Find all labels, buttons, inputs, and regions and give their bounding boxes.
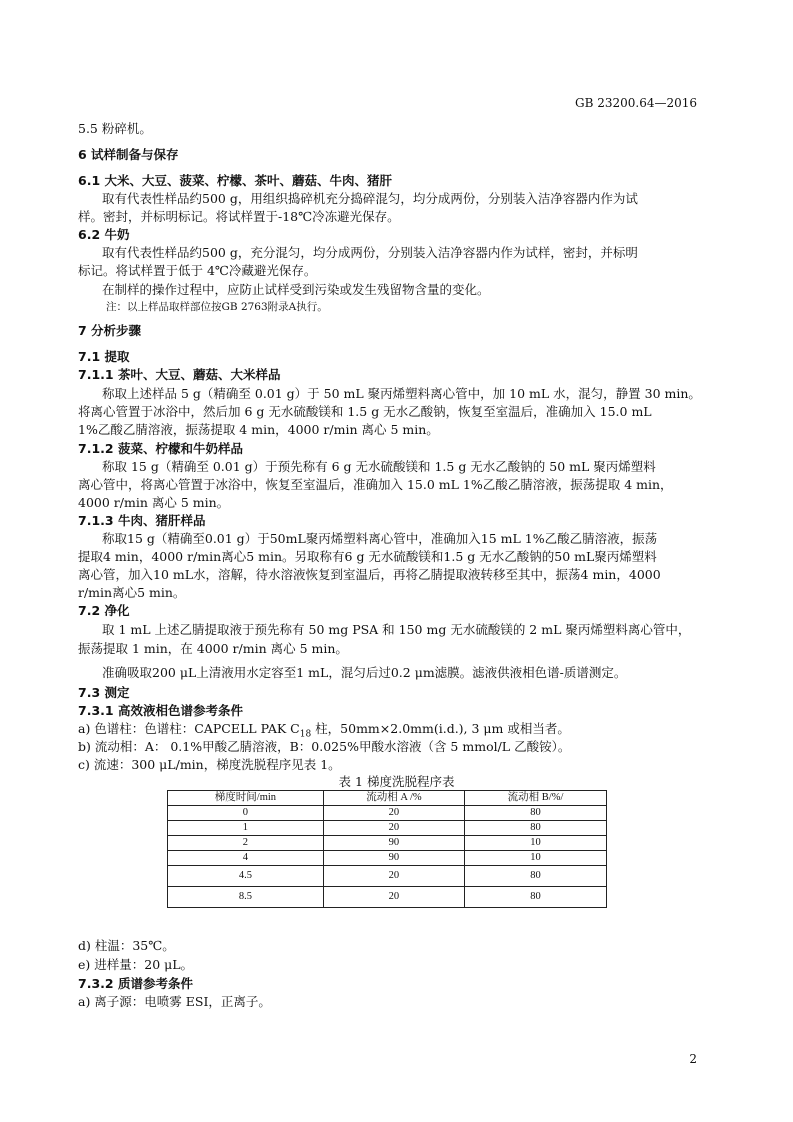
para-7-1-1-line1: 称取上述样品 5 g（精确至 0.01 g）于 50 mL 聚丙烯塑料离心管中，加 10 mL 水，混匀，静置 30 min。: [102, 386, 701, 401]
para-7-1-2-line2: 离心管中，将离心管置于冰浴中，恢复至室温后，准确加入 15.0 mL 1%乙酸乙腈溶液，振荡提取 4 min，: [78, 477, 673, 492]
para-7-1-3-line1: 称取15 g（精确至0.01 g）于50mL聚丙烯塑料离心管中，准确加入15 mL 1%乙酸乙腈溶液，振荡: [102, 531, 658, 546]
para-7-1-1-line3: 1%乙酸乙腈溶液，振荡提取 4 min，4000 r/min 离心 5 min。: [78, 422, 439, 437]
table-cell: 20: [323, 821, 464, 836]
table-row: [168, 887, 607, 908]
heading-7-1: 7.1 提取: [78, 349, 130, 364]
table-row: [168, 836, 607, 851]
item-a-ion-source: a) 离子源：电喷雾 ESI，正离子。: [78, 994, 271, 1009]
table-header-cell: 梯度时间/min: [168, 791, 324, 806]
para-6-1-line1: 取有代表性样品约500 g，用组织捣碎机充分捣碎混匀，均分成两份，分别装入洁净容器内作为试: [102, 191, 638, 206]
heading-7-3: 7.3 测定: [78, 685, 130, 700]
heading-7-2: 7.2 净化: [78, 603, 130, 618]
table-row: [168, 821, 607, 836]
heading-7: 7 分析步骤: [78, 323, 142, 338]
page-number: 2: [689, 1052, 697, 1066]
para-7-1-2-line3: 4000 r/min 离心 5 min。: [78, 495, 230, 510]
gradient-table: [167, 790, 607, 908]
item-b-mobile-phase: b) 流动相：A： 0.1%甲酸乙腈溶液，B：0.025%甲酸水溶液（含 5 mmol/L 乙酸铵）。: [78, 739, 571, 754]
standard-number: GB 23200.64—2016: [574, 96, 697, 110]
table-row: [168, 866, 607, 887]
item-5-5: 5.5 粉碎机。: [78, 121, 152, 136]
table-cell: 10: [465, 836, 607, 851]
table-caption: 表 1 梯度洗脱程序表: [338, 774, 455, 789]
table-cell: 2: [168, 836, 324, 851]
heading-7-1-3: 7.1.3 牛肉、猪肝样品: [78, 513, 206, 528]
table-cell: 10: [465, 851, 607, 866]
table-cell: 80: [465, 806, 607, 821]
item-d-column-temp: d) 柱温：35℃。: [78, 938, 175, 953]
table-cell: 90: [323, 836, 464, 851]
table-cell: 80: [465, 866, 607, 887]
table-cell: 20: [323, 806, 464, 821]
item-a-subscript: 18: [299, 729, 312, 740]
heading-7-3-2: 7.3.2 质谱参考条件: [78, 976, 193, 991]
note: 注：以上样品取样部位按GB 2763附录A执行。: [106, 301, 328, 313]
heading-6-2: 6.2 牛奶: [78, 227, 130, 242]
para-7-2-line1: 取 1 mL 上述乙腈提取液于预先称有 50 mg PSA 和 150 mg 无水硫酸镁的 2 mL 聚丙烯塑料离心管中，: [102, 622, 691, 637]
item-e-injection-volume: e) 进样量：20 μL。: [78, 957, 194, 972]
item-a-text: a) 色谱柱：色谱柱：CAPCELL PAK C: [78, 721, 300, 736]
item-a-text-rest: 柱，50mm×2.0mm(i.d.), 3 μm 或相当者。: [311, 721, 570, 736]
table-cell: 0: [168, 806, 324, 821]
para-7-1-2-line1: 称取 15 g（精确至 0.01 g）于预先称有 6 g 无水硫酸镁和 1.5 g 无水乙酸钠的 50 mL 聚丙烯塑料: [102, 459, 656, 474]
para-7-1-1-line2: 将离心管置于冰浴中，然后加 6 g 无水硫酸镁和 1.5 g 无水乙酸钠，恢复至室温后，准确加入 15.0 mL: [78, 404, 652, 419]
table-header-row: [168, 791, 607, 806]
para-6-1-line2: 样。密封，并标明标记。将试样置于-18℃冷冻避光保存。: [78, 209, 400, 224]
para-7-2-line3: 准确吸取200 μL上清液用水定容至1 mL，混匀后过0.2 μm滤膜。滤液供液相色谱-质谱测定。: [102, 665, 627, 680]
table-cell: 20: [323, 866, 464, 887]
table-cell: 8.5: [168, 887, 324, 908]
table-cell: 90: [323, 851, 464, 866]
table-cell: 80: [465, 821, 607, 836]
heading-7-1-1: 7.1.1 茶叶、大豆、蘑菇、大米样品: [78, 367, 281, 382]
table-header-cell: 流动相 A /%: [323, 791, 464, 806]
table-cell: 20: [323, 887, 464, 908]
table-cell: 4: [168, 851, 324, 866]
para-7-1-3-line2: 提取4 min，4000 r/min离心5 min。另取称有6 g 无水硫酸镁和1.5 g 无水乙酸钠的50 mL聚丙烯塑料: [78, 549, 657, 564]
table-row: [168, 851, 607, 866]
para-7-1-3-line4: r/min离心5 min。: [78, 585, 186, 600]
heading-6: 6 试样制备与保存: [78, 147, 179, 162]
para-6-2-line3: 在制样的操作过程中，应防止试样受到污染或发生残留物含量的变化。: [102, 282, 490, 297]
para-7-2-line2: 振荡提取 1 min，在 4000 r/min 离心 5 min。: [78, 641, 348, 656]
table-cell: 4.5: [168, 866, 324, 887]
heading-6-1: 6.1 大米、大豆、菠菜、柠檬、茶叶、蘑菇、牛肉、猪肝: [78, 173, 392, 188]
table-cell: 1: [168, 821, 324, 836]
para-7-1-3-line3: 离心管，加入10 mL水，溶解，待水溶液恢复到室温后，再将乙腈提取液转移至其中，振荡4 min，4000: [78, 567, 661, 582]
table-cell: 80: [465, 887, 607, 908]
table-header-cell: 流动相 B/%/: [465, 791, 607, 806]
heading-7-3-1: 7.3.1 高效液相色谱参考条件: [78, 703, 243, 718]
heading-7-1-2: 7.1.2 菠菜、柠檬和牛奶样品: [78, 441, 243, 456]
table-row: [168, 806, 607, 821]
para-6-2-line1: 取有代表性样品约500 g，充分混匀，均分成两份，分别装入洁净容器内作为试样，密封，并标明: [102, 245, 638, 260]
para-6-2-line2: 标记。将试样置于低于 4℃冷藏避光保存。: [78, 263, 317, 278]
item-c-flow-rate: c) 流速：300 μL/min，梯度洗脱程序见表 1。: [78, 757, 341, 772]
